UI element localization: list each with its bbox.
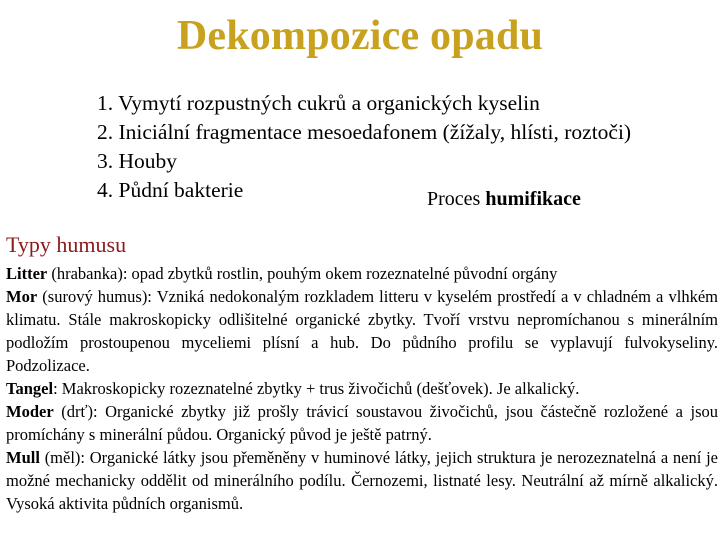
humus-term: Mull bbox=[6, 448, 40, 467]
humus-term: Moder bbox=[6, 402, 54, 421]
humus-description: : Makroskopicky rozeznatelné zbytky + trus živočichů (dešťovek). Je alkalický. bbox=[53, 379, 580, 398]
humus-term: Litter bbox=[6, 264, 48, 283]
humus-description: (měl): Organické látky jsou přeměněny v huminové látky, jejich struktura je nerozeznatelná a není je možné mechanicky oddělit od minerálního podílu. Černozemi, listnaté lesy. Neutrální až mírně alkalický. Vysoká aktivita půdních organismů. bbox=[6, 448, 718, 513]
humus-term: Tangel bbox=[6, 379, 54, 398]
humus-types-text bbox=[6, 262, 718, 515]
process-keyword: humifikace bbox=[485, 188, 581, 210]
step-item: 1. Vymytí rozpustných cukrů a organických kyselin bbox=[97, 91, 540, 115]
process-prefix: Proces bbox=[427, 188, 486, 210]
humus-type-moder bbox=[6, 400, 718, 446]
slide-title: Dekompozice opadu bbox=[176, 13, 544, 59]
humus-description: (hrabanka): opad zbytků rostlin, pouhým okem rozeznatelné původní orgány bbox=[47, 264, 558, 283]
humus-type-litter bbox=[6, 262, 718, 285]
humus-types-heading: Typy humusu bbox=[6, 232, 127, 257]
process-label bbox=[427, 188, 581, 211]
humus-type-tangel bbox=[6, 377, 718, 400]
step-item: 4. Půdní bakterie bbox=[97, 178, 244, 202]
humus-description: (surový humus): Vzniká nedokonalým rozkladem litteru v kyselém prostředí a v chladném a vlhkém klimatu. Stále makroskopicky odlišitelné organické zbytky. Tvoří vrstvu nepromíchanou s minerálním podložím prostoupenou myceliemi plísní a hub. Do půdního profilu se vyplavují fulvokyseliny. Podzolizace. bbox=[6, 287, 718, 375]
humus-description: (drť): Organické zbytky již prošly trávicí soustavou živočichů, jsou částečně rozložené a jsou promíchány s minerální půdou. Organický původ je ještě patrný. bbox=[6, 402, 718, 444]
humus-term: Mor bbox=[6, 287, 38, 306]
step-item: 2. Iniciální fragmentace mesoedafonem (žížaly, hlísti, roztoči) bbox=[97, 120, 632, 144]
humus-type-mull bbox=[6, 446, 718, 515]
humus-type-mor bbox=[6, 285, 718, 377]
step-item: 3. Houby bbox=[97, 149, 178, 173]
